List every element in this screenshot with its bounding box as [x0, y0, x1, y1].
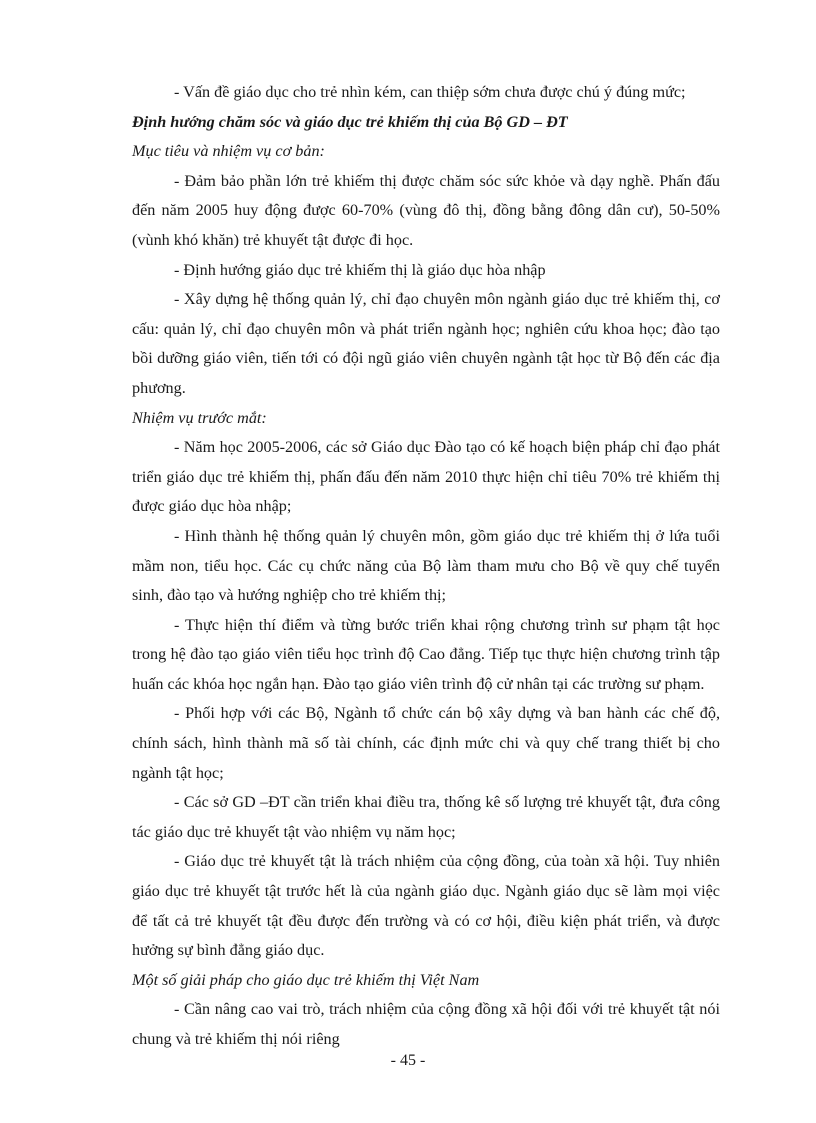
paragraph-low-vision-issue: - Vấn đề giáo dục cho trẻ nhìn kém, can thiệp sớm chưa được chú ý đúng mức; [174, 83, 686, 101]
paragraph-raise-role: - Cần nâng cao vai trò, trách nhiệm của cộng đồng xã hội đối với trẻ khuyết tật nói chung và trẻ khiếm thị nói riêng [132, 1000, 720, 1048]
heading-ministry-orientation: Định hướng chăm sóc và giáo dục trẻ khiếm thị của Bộ GD – ĐT [132, 112, 568, 131]
paragraph-school-year-plan: - Năm học 2005-2006, các sở Giáo dục Đào tạo có kế hoạch biện pháp chỉ đạo phát triển giáo dục trẻ khiếm thị, phấn đấu đến năm 2010 thực hiện chỉ tiêu 70% trẻ khiếm thị được giáo dục hòa nhập; [132, 438, 720, 516]
document-page-body [132, 78, 720, 1055]
heading-basic-goals: Mục tiêu và nhiệm vụ cơ bản: [132, 142, 325, 161]
heading-solutions: Một số giải pháp cho giáo dục trẻ khiếm thị Việt Nam [132, 970, 480, 989]
paragraph-management-system: - Xây dựng hệ thống quản lý, chỉ đạo chuyên môn ngành giáo dục trẻ khiếm thị, cơ cấu: quản lý, chỉ đạo chuyên môn và phát triển ngành học; nghiên cứu khoa học; đào tạo bồi dưỡng giáo viên, tiến tới có đội ngũ giáo viên chuyên ngành tật học từ Bộ đến các địa phương. [132, 290, 720, 397]
paragraph-ensure-care: - Đảm bảo phần lớn trẻ khiếm thị được chăm sóc sức khỏe và dạy nghề. Phấn đấu đến năm 2005 huy động được 60-70% (vùng đô thị, đồng bằng đông dân cư), 50-50% (vùnh khó khăn) trẻ khuyết tật được đi học. [132, 171, 720, 249]
paragraph-inclusive-orientation: - Định hướng giáo dục trẻ khiếm thị là giáo dục hòa nhập [174, 260, 546, 279]
heading-immediate-tasks: Nhiệm vụ trước mắt: [132, 408, 267, 427]
paragraph-professional-management: - Hình thành hệ thống quản lý chuyên môn, gồm giáo dục trẻ khiếm thị ở lứa tuổi mầm non, tiểu học. Các cụ chức năng của Bộ làm tham mưu cho Bộ về quy chế tuyển sinh, đào tạo và hướng nghiệp cho trẻ khiếm thị; [132, 526, 720, 605]
page-number: - 45 - [390, 1052, 426, 1069]
paragraph-pilot-program: - Thực hiện thí điểm và từng bước triển khai rộng chương trình sư phạm tật học trong hệ đào tạo giáo viên tiểu học trình độ Cao đẳng. Tiếp tục thực hiện chương trình tập huấn các khóa học ngắn hạn. Đào tạo giáo viên trình độ cử nhân tại các trường sư phạm. [132, 615, 720, 693]
paragraph-survey: - Các sở GD –ĐT cần triển khai điều tra, thống kê số lượng trẻ khuyết tật, đưa công tác giáo dục trẻ khuyết tật vào nhiệm vụ năm học; [132, 793, 720, 841]
paragraph-coordination: - Phối hợp với các Bộ, Ngành tổ chức cán bộ xây dựng và ban hành các chế độ, chính sách, hình thành mã số tài chính, các định mức chi và quy chế trang thiết bị cho ngành tật học; [132, 704, 720, 782]
paragraph-community-responsibility: - Giáo dục trẻ khuyết tật là trách nhiệm của cộng đồng, của toàn xã hội. Tuy nhiên giáo dục trẻ khuyết tật trước hết là của ngành giáo dục. Ngành giáo dục sẽ làm mọi việc để tất cả trẻ khuyết tật đều được đến trường và có cơ hội, điều kiện phát triển, và được hưởng sự bình đẳng giáo dục. [132, 852, 720, 960]
